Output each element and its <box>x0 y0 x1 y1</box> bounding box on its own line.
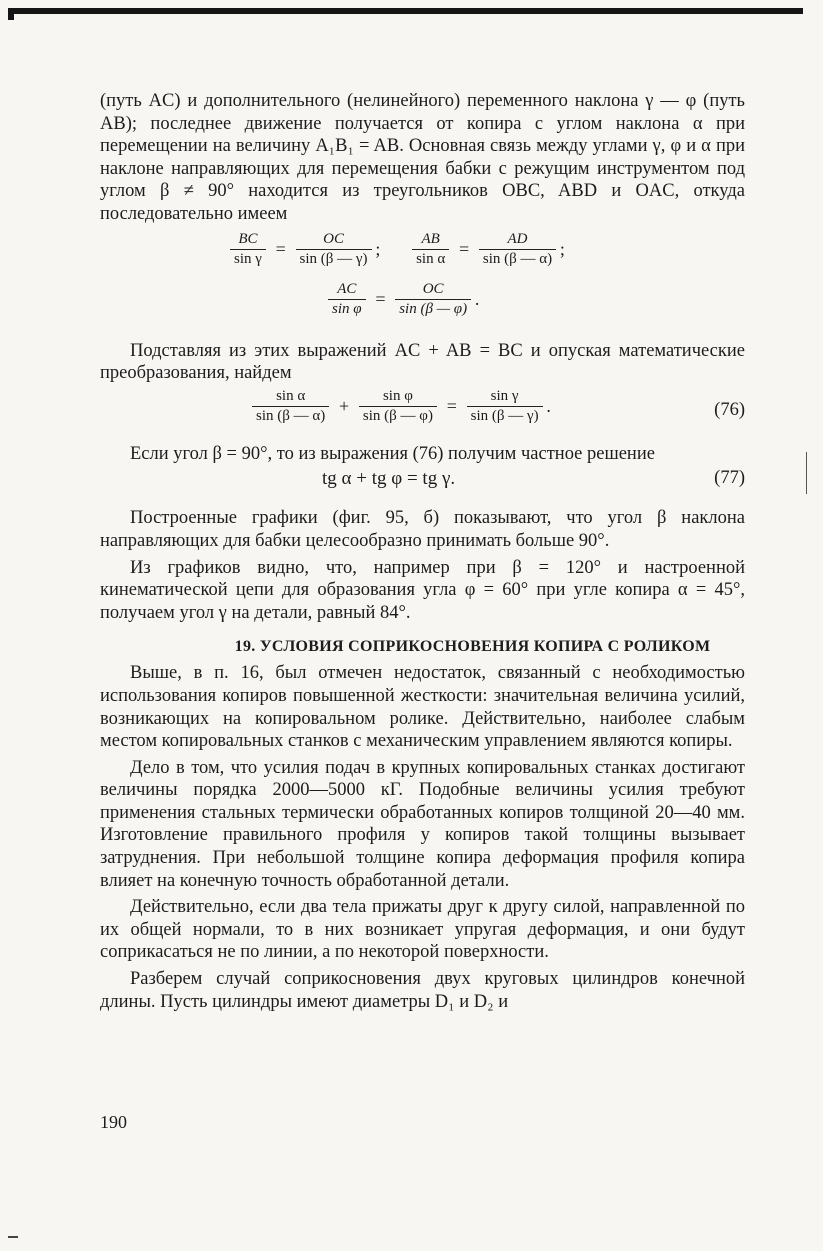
paragraph-3: Если угол β = 90°, то из выражения (76) получим частное решение <box>130 443 655 464</box>
page-body <box>100 90 745 1013</box>
equation-number: (77) <box>714 468 745 489</box>
paragraph-6: Выше, в п. 16, был отмечен недостаток, связанный с необходимостью использования копиров повышенной жесткости: значительная величина усилий, возникающих на копировальном ролике. Действительно, наиболее слабым местом копировальных станков с механическим управлением являются копиры. <box>100 663 745 752</box>
page-number: 190 <box>100 1112 127 1132</box>
paragraph-1: (путь AC) и дополнительного (нелинейного) переменного наклона γ — φ (путь AB); последнее движение получается от копира с углом наклона α при перемещении на величину A₁B₁ = AB. Основная связь между углами γ, φ и α при наклоне направляющих для перемещения бабки с режущим инструментом под углом β ≠ 90° находится из треугольников OBC, ABD и OAC, откуда последовательно имеем <box>100 91 745 224</box>
corner-mark-bottom <box>8 1236 18 1238</box>
equation-ratios-1: $\frac{BC}{\text{sin γ}}$ = $\frac{OC}{\sin (\beta — \gamma)}$ ; $\frac{AB}{\text{sin α}}$ = $\frac{AD}{\sin (\beta — \alpha)}$ ; <box>100 232 745 276</box>
margin-mark <box>806 452 807 494</box>
fraction: $\frac{AD}{\sin (\beta — \alpha)}$ <box>479 232 556 267</box>
equation-number: (76) <box>714 399 745 420</box>
section-heading: 19. УСЛОВИЯ СОПРИКОСНОВЕНИЯ КОПИРА С РОЛИКОМ <box>234 638 711 656</box>
paragraph-9: Разберем случай соприкосновения двух круговых цилиндров конечной длины. Пусть цилиндры имеют диаметры D₁ и D₂ и <box>100 969 745 1012</box>
fraction: $\frac{BC}{\text{sin γ}}$ <box>230 232 266 267</box>
fraction: $\frac{OC}{\sin (\beta — \varphi)}$ <box>395 282 471 317</box>
equation-77: tg α + tg φ = tg γ. (77) <box>322 468 745 490</box>
fraction: $\frac{OC}{\sin (\beta — \gamma)}$ <box>296 232 372 267</box>
paragraph-7: Дело в том, что усилия подач в крупных копировальных станках достигают величины порядка 2000—5000 кГ. Подобные величины усилия требуют применения стальных термически обработанных копиров толщиной 20—40 мм. Изготовление правильного профиля у копиров такой толщины вызывает затруднения. При небольшой толщине копира деформация профиля копира влияет на конечную точность обработанной детали. <box>100 757 745 891</box>
paragraph-5: Из графиков видно, что, например при β = 120° и настроенной кинематической цепи для образования угла φ = 60° при угле копира α = 45°, получаем угол γ на детали, равный 84°. <box>100 557 745 623</box>
equation-ratios-2: $\frac{AC}{\text{sin φ}}$ = $\frac{OC}{\sin (\beta — \varphi)}$ . <box>100 282 745 326</box>
paragraph-8: Действительно, если два тела прижаты друг к другу силой, направленной по их общей нормали, то в них возникает упругая деформация, и они будут соприкасаться не по линии, а по некоторой поверхности. <box>100 897 745 963</box>
fraction: $\frac{\text{sin φ}}{\sin (\beta — \varphi)}$ <box>359 389 437 424</box>
fraction: $\frac{\text{sin α}}{\sin (\beta — \alpha)}$ <box>252 389 329 424</box>
corner-mark <box>8 14 14 20</box>
equation-76: $\frac{\text{sin α}}{\sin (\beta — \alpha)}$ + $\frac{\text{sin φ}}{\sin (\beta — \varphi)}$ = $\frac{\text{sin γ}}{\sin (\beta — \gamma)}$ . (76) <box>100 389 745 433</box>
fraction: $\frac{AB}{\text{sin α}}$ <box>412 232 449 267</box>
paragraph-2: Подставляя из этих выражений AC + AB = BC и опуская математические преобразования, найдем <box>100 340 745 384</box>
fraction: $\frac{AC}{\text{sin φ}}$ <box>328 282 366 317</box>
fraction: $\frac{\text{sin γ}}{\sin (\beta — \gamma)}$ <box>467 389 543 424</box>
top-border <box>8 8 803 14</box>
paragraph-4: Построенные графики (фиг. 95, б) показывают, что угол β наклона направляющих для бабки целесообразно принимать больше 90°. <box>100 508 745 551</box>
